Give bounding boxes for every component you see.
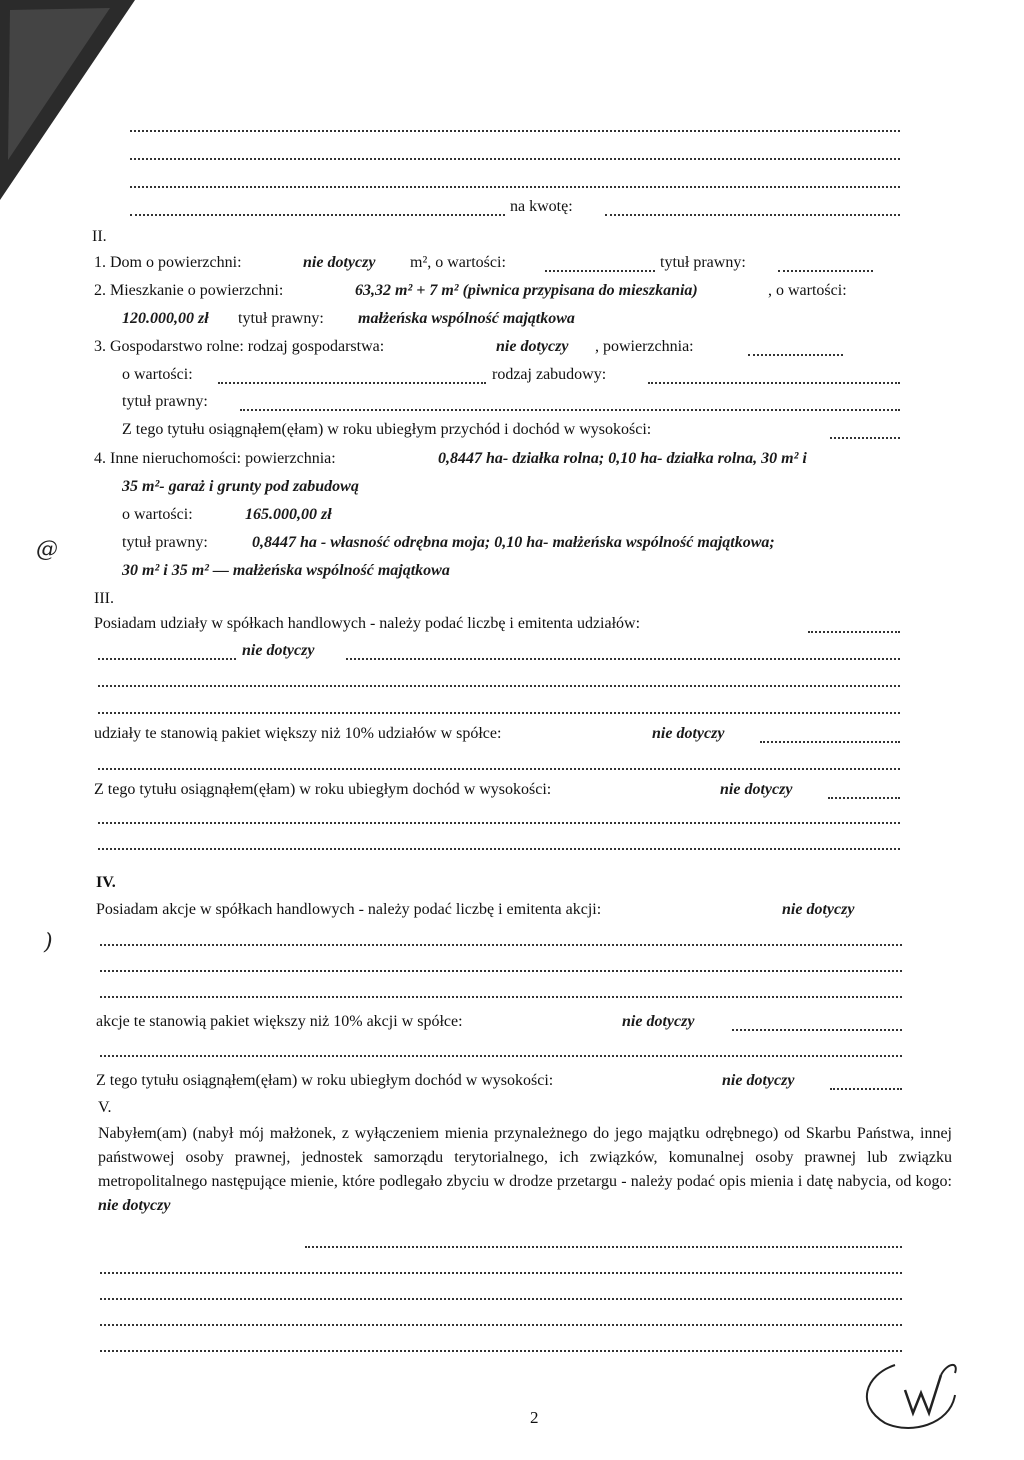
margin-mark-paren: ) <box>44 930 53 955</box>
dotted-line <box>98 768 900 770</box>
inne-value: 0,8447 ha- działka rolna; 0,10 ha- działka rolna, 30 m² i <box>438 450 807 467</box>
dotted-line <box>828 797 900 799</box>
nabycie-text: Nabyłem(am) (nabył mój małżonek, z wyłączeniem mienia przynależnego do jego majątku odrębnego) od Skarbu Państwa, innej państwowej osoby prawnej, jednostek samorządu terytorialnego, ich związków, komunalnej osoby prawnej lub związku metropolitalnego następujące mienie, które podlegało zbyciu w drodze przetargu - należy podać opis mienia i datę nabycia, od kogo: <box>98 1125 952 1190</box>
dotted-line <box>130 130 900 132</box>
inne-tytul-label: tytuł prawny: <box>122 534 208 551</box>
margin-mark-at: @ <box>36 537 58 562</box>
dotted-line <box>760 741 900 743</box>
dotted-line <box>808 631 900 633</box>
dotted-line <box>100 1055 902 1057</box>
dotted-line <box>130 186 900 188</box>
section-3-heading: III. <box>94 590 114 607</box>
dotted-line <box>100 1298 902 1300</box>
dom-value: nie dotyczy <box>303 254 376 271</box>
dom-label: 1. Dom o powierzchni: <box>94 254 242 271</box>
udzialy-dochod-label: Z tego tytułu osiągnąłem(ęłam) w roku ubiegłym dochód w wysokości: <box>94 781 552 798</box>
dotted-line <box>346 658 900 660</box>
akcje-label: Posiadam akcje w spółkach handlowych - należy podać liczbę i emitenta akcji: <box>96 901 602 918</box>
dotted-line <box>748 354 843 356</box>
dotted-line <box>98 658 236 660</box>
dotted-line <box>305 1246 902 1248</box>
dotted-line <box>130 214 505 216</box>
dotted-line <box>98 848 900 850</box>
dotted-line <box>240 409 900 411</box>
nabycie-value: nie dotyczy <box>98 1197 171 1214</box>
page-number: 2 <box>530 1408 539 1427</box>
section-5-heading: V. <box>98 1099 112 1116</box>
dom-unit: m², o wartości: <box>410 254 506 271</box>
dotted-line <box>830 437 900 439</box>
dotted-line <box>100 1324 902 1326</box>
inne-value-cont: 35 m²- garaż i grunty pod zabudową <box>122 478 359 495</box>
dotted-line <box>98 685 900 687</box>
akcje-dochod-value: nie dotyczy <box>722 1072 795 1089</box>
gospodarstwo-wartosc-label: o wartości: <box>122 366 193 383</box>
dotted-line <box>100 1272 902 1274</box>
dotted-line <box>218 382 486 384</box>
dotted-line <box>100 944 902 946</box>
dotted-line <box>100 996 902 998</box>
udzialy-pakiet-value: nie dotyczy <box>652 725 725 742</box>
handwritten-initials <box>855 1355 965 1435</box>
na-kwote-label: na kwotę: <box>510 198 573 215</box>
dotted-line <box>545 270 655 272</box>
inne-wartosc-value: 165.000,00 zł <box>245 506 332 523</box>
udzialy-dochod-value: nie dotyczy <box>720 781 793 798</box>
dotted-line <box>732 1029 902 1031</box>
udzialy-label: Posiadam udziały w spółkach handlowych - należy podać liczbę i emitenta udziałów: <box>94 615 641 632</box>
dotted-line <box>648 382 900 384</box>
gospodarstwo-zabudowa-label: rodzaj zabudowy: <box>492 366 607 383</box>
dotted-line <box>605 214 900 216</box>
dom-tytul-label: tytuł prawny: <box>660 254 746 271</box>
akcje-pakiet-label: akcje te stanowią pakiet większy niż 10% akcji w spółce: <box>96 1013 463 1030</box>
mieszkanie-tytul-value: małżeńska wspólność majątkowa <box>358 310 575 327</box>
akcje-value: nie dotyczy <box>782 901 855 918</box>
gospodarstwo-dochod-label: Z tego tytułu osiągnąłem(ęłam) w roku ubiegłym przychód i dochód w wysokości: <box>122 421 652 438</box>
mieszkanie-label: 2. Mieszkanie o powierzchni: <box>94 282 284 299</box>
dotted-line <box>98 822 900 824</box>
akcje-pakiet-value: nie dotyczy <box>622 1013 695 1030</box>
dotted-line <box>778 270 873 272</box>
inne-tytul-value: 0,8447 ha - własność odrębna moja; 0,10 ha- małżeńska wspólność majątkowa; <box>252 534 775 551</box>
mieszkanie-value: 63,32 m² + 7 m² (piwnica przypisana do mieszkania) <box>355 282 698 299</box>
mieszkanie-tytul-label: tytuł prawny: <box>238 310 324 327</box>
nabycie-paragraph <box>98 1122 952 1218</box>
inne-wartosc-label: o wartości: <box>122 506 193 523</box>
mieszkanie-wartosc-value: 120.000,00 zł <box>122 310 209 327</box>
mieszkanie-wartosc-label: , o wartości: <box>768 282 847 299</box>
udzialy-value: nie dotyczy <box>242 642 315 659</box>
inne-label: 4. Inne nieruchomości: powierzchnia: <box>94 450 336 467</box>
dotted-line <box>830 1088 902 1090</box>
dotted-line <box>98 712 900 714</box>
inne-tytul-value-cont: 30 m² i 35 m² — małżeńska wspólność majątkowa <box>122 562 450 579</box>
section-4-heading: IV. <box>96 874 116 891</box>
gospodarstwo-label: 3. Gospodarstwo rolne: rodzaj gospodarstwa: <box>94 338 385 355</box>
dotted-line <box>100 970 902 972</box>
dotted-line <box>130 158 900 160</box>
gospodarstwo-value: nie dotyczy <box>496 338 569 355</box>
gospodarstwo-pow-label: , powierzchnia: <box>595 338 694 355</box>
gospodarstwo-tytul-label: tytuł prawny: <box>122 393 208 410</box>
dotted-line <box>100 1350 902 1352</box>
akcje-dochod-label: Z tego tytułu osiągnąłem(ęłam) w roku ubiegłym dochód w wysokości: <box>96 1072 554 1089</box>
section-2-heading: II. <box>92 228 107 245</box>
udzialy-pakiet-label: udziały te stanowią pakiet większy niż 10% udziałów w spółce: <box>94 725 502 742</box>
